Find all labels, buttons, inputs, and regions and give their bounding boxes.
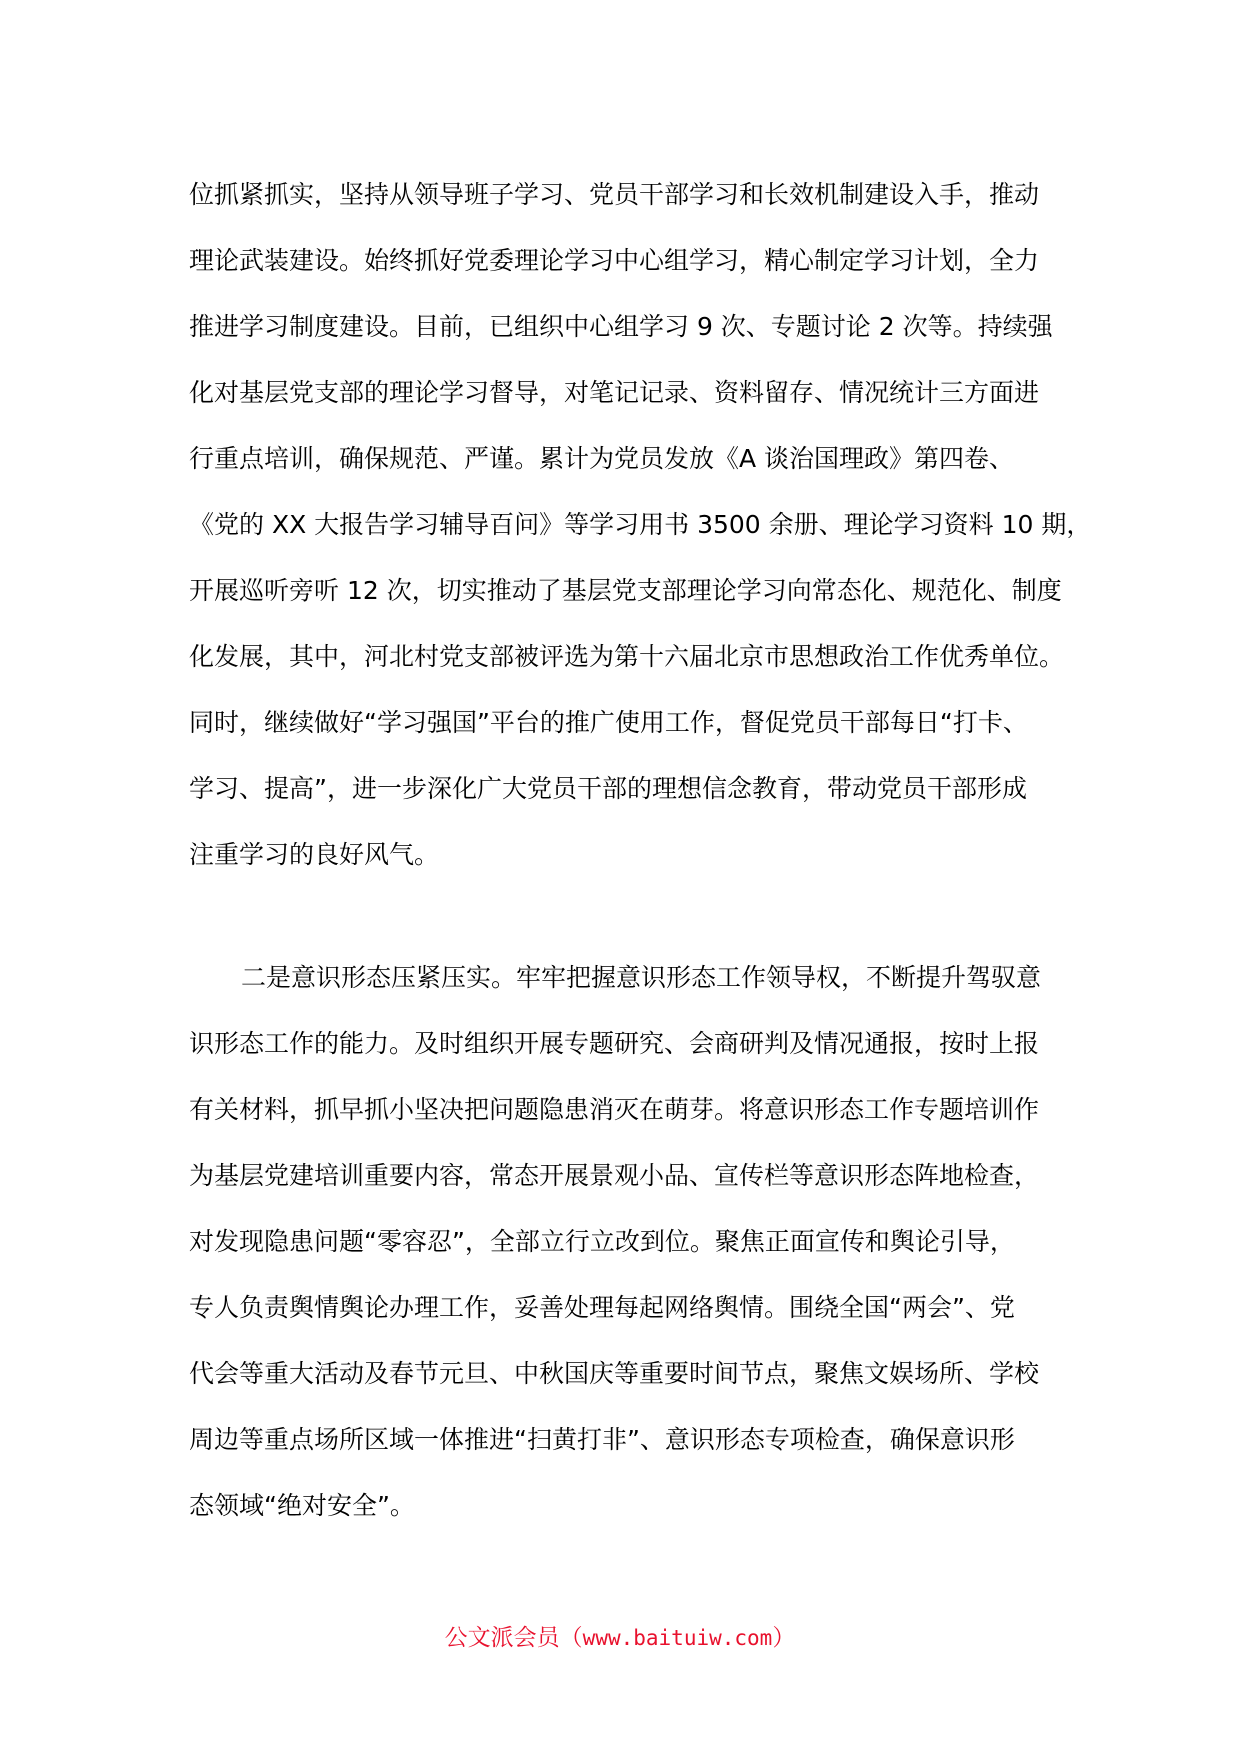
- footer-watermark: [0, 1621, 1240, 1655]
- paragraph-line: 代会等重大活动及春节元旦、中秋国庆等重要时间节点，聚焦文娱场所、学校: [189, 1359, 1040, 1388]
- paragraph-line: 有关材料，抓早抓小坚决把问题隐患消灭在萌芽。将意识形态工作专题培训作: [189, 1095, 1040, 1124]
- paragraph-line: 学习、提高”，进一步深化广大党员干部的理想信念教育，带动党员干部形成: [189, 774, 1027, 803]
- paragraph-line: 化对基层党支部的理论学习督导，对笔记记录、资料留存、情况统计三方面进: [189, 378, 1040, 407]
- footer-prefix: 公文派会员（: [444, 1625, 583, 1651]
- paragraph-line: 专人负责舆情舆论办理工作，妥善处理每起网络舆情。围绕全国“两会”、党: [189, 1293, 1015, 1322]
- paragraph-line: 开展巡听旁听 12 次，切实推动了基层党支部理论学习向常态化、规范化、制度: [189, 576, 1062, 605]
- paragraph-line: 理论武装建设。始终抓好党委理论学习中心组学习，精心制定学习计划，全力: [189, 246, 1040, 275]
- footer-url-link[interactable]: www.baituiw.com: [582, 1626, 773, 1650]
- paragraph-line: 周边等重点场所区域一体推进“扫黄打非”、意识形态专项检查，确保意识形: [189, 1425, 1015, 1454]
- paragraph-line: 识形态工作的能力。及时组织开展专题研究、会商研判及情况通报，按时上报: [189, 1029, 1040, 1058]
- paragraph-line: 二是意识形态压紧压实。牢牢把握意识形态工作领导权，不断提升驾驭意: [241, 963, 1042, 992]
- paragraph-line: 行重点培训，确保规范、严谨。累计为党员发放《A 谈治国理政》第四卷、: [189, 444, 1015, 473]
- paragraph-1: [189, 162, 1092, 888]
- paragraph-line: 《党的 XX 大报告学习辅导百问》等学习用书 3500 余册、理论学习资料 10 期，: [189, 510, 1092, 539]
- paragraph-line: 位抓紧抓实，坚持从领导班子学习、党员干部学习和长效机制建设入手，推动: [189, 180, 1040, 209]
- footer-suffix: ）: [772, 1625, 796, 1651]
- paragraph-line: 态领域“绝对安全”。: [189, 1491, 415, 1520]
- paragraph-line: 对发现隐患问题“零容忍”，全部立行立改到位。聚焦正面宣传和舆论引导，: [189, 1227, 1015, 1256]
- paragraph-line: 注重学习的良好风气。: [189, 840, 440, 869]
- paragraph-line: 推进学习制度建设。目前，已组织中心组学习 9 次、专题讨论 2 次等。持续强: [189, 312, 1053, 341]
- paragraph-line: 为基层党建培训重要内容，常态开展景观小品、宣传栏等意识形态阵地检查，: [189, 1161, 1040, 1190]
- paragraph-line: 化发展，其中，河北村党支部被评选为第十六届北京市思想政治工作优秀单位。: [189, 642, 1065, 671]
- paragraph-line: 同时，继续做好“学习强国”平台的推广使用工作，督促党员干部每日“打卡、: [189, 708, 1028, 737]
- paragraph-2: [189, 945, 1059, 1539]
